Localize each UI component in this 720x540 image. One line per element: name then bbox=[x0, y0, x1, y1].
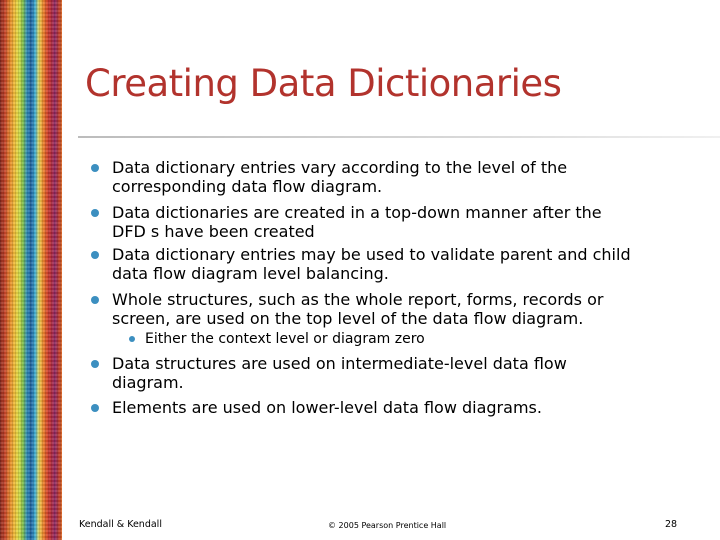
bullet-text-line: DFD s have been created bbox=[112, 222, 315, 241]
bullet-dot-icon bbox=[91, 209, 99, 217]
sub-bullet-dot-icon bbox=[129, 336, 135, 342]
bullet-text-line: corresponding data flow diagram. bbox=[112, 177, 383, 196]
footer-copyright: © 2005 Pearson Prentice Hall bbox=[328, 521, 447, 530]
bullet-text-line: Data dictionary entries vary according to the level of the bbox=[112, 158, 568, 177]
bullet-text-line: Data structures are used on intermediate-level data flow bbox=[112, 354, 567, 373]
bullet-dot-icon bbox=[91, 404, 99, 412]
sub-bullet-text: Either the context level or diagram zero bbox=[145, 331, 425, 347]
bullet-item bbox=[112, 245, 631, 283]
bullet-dot-icon bbox=[91, 164, 99, 172]
bullet-item bbox=[112, 203, 602, 241]
bullet-text-line: Whole structures, such as the whole report, forms, records or bbox=[112, 290, 604, 309]
bullet-text-line: screen, are used on the top level of the data flow diagram. bbox=[112, 309, 584, 328]
bullet-text-line: data flow diagram level balancing. bbox=[112, 264, 389, 283]
bullet-item bbox=[112, 398, 542, 417]
sub-bullet-item bbox=[145, 331, 425, 348]
title-divider bbox=[78, 136, 720, 138]
bullet-text-line: diagram. bbox=[112, 373, 184, 392]
footer-author: Kendall & Kendall bbox=[79, 519, 162, 530]
bullet-dot-icon bbox=[91, 360, 99, 368]
bullet-text-line: Data dictionaries are created in a top-down manner after the bbox=[112, 203, 602, 222]
bullet-dot-icon bbox=[91, 296, 99, 304]
woven-textile-border bbox=[0, 0, 62, 540]
slide-title: Creating Data Dictionaries bbox=[85, 62, 562, 105]
bullet-dot-icon bbox=[91, 251, 99, 259]
page-number: 28 bbox=[665, 519, 678, 530]
bullet-item bbox=[112, 158, 567, 196]
bullet-text-line: Elements are used on lower-level data flow diagrams. bbox=[112, 398, 542, 417]
bullet-item bbox=[112, 354, 567, 392]
bullet-item bbox=[112, 290, 603, 328]
bullet-text-line: Data dictionary entries may be used to validate parent and child bbox=[112, 245, 631, 264]
